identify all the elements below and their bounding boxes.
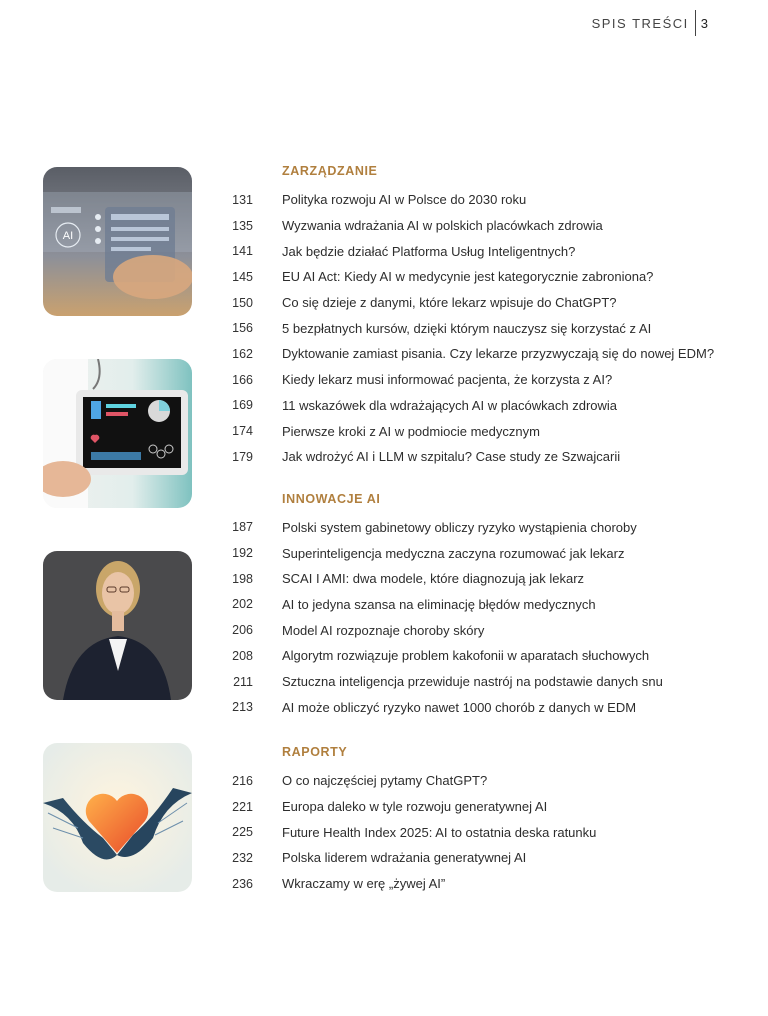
entry-title: Co się dzieje z danymi, które lekarz wpisuje do ChatGPT? bbox=[282, 295, 617, 311]
entry-title: Jak będzie działać Platforma Usług Inteligentnych? bbox=[282, 243, 576, 259]
entry-title: Polska liderem wdrażania generatywnej AI bbox=[282, 850, 527, 866]
toc-entry[interactable] bbox=[230, 768, 750, 794]
entry-page-number: 169 bbox=[232, 398, 253, 413]
entry-title: AI może obliczyć ryzyko nawet 1000 chorób z danych w EDM bbox=[282, 699, 637, 715]
ai-smartphone-photo bbox=[43, 167, 192, 316]
entry-page-number: 141 bbox=[232, 244, 253, 259]
toc-entry[interactable] bbox=[230, 393, 750, 419]
entry-page-number: 225 bbox=[232, 825, 253, 840]
entry-page-number: 131 bbox=[232, 192, 253, 207]
entry-page-number: 232 bbox=[232, 850, 253, 865]
entry-page-number: 156 bbox=[232, 321, 253, 336]
entry-title: AI to jedyna szansa na eliminację błędów medycznych bbox=[282, 596, 596, 612]
toc-entry[interactable] bbox=[230, 290, 750, 316]
entry-title: SCAI I AMI: dwa modele, które diagnozują jak lekarz bbox=[282, 571, 585, 587]
entry-title: Sztuczna inteligencja przewiduje nastrój na podstawie danych snu bbox=[282, 674, 663, 690]
entry-page-number: 192 bbox=[232, 546, 253, 561]
toc-entry[interactable] bbox=[230, 444, 750, 470]
entry-page-number: 236 bbox=[232, 876, 253, 891]
portrait-illustration bbox=[43, 551, 192, 700]
entry-title: Polityka rozwoju AI w Polsce do 2030 roku bbox=[282, 192, 527, 208]
toc-entry[interactable] bbox=[230, 515, 750, 541]
entry-page-number: 213 bbox=[232, 700, 253, 715]
entry-page-number: 211 bbox=[233, 674, 253, 689]
page-number: 3 bbox=[700, 15, 708, 31]
toc-entry[interactable] bbox=[230, 694, 750, 720]
entry-page-number: 145 bbox=[232, 269, 253, 284]
entry-title: Kiedy lekarz musi informować pacjenta, że korzysta z AI? bbox=[282, 372, 613, 388]
running-header bbox=[592, 10, 708, 36]
toc-entry[interactable] bbox=[230, 238, 750, 264]
toc-entry[interactable] bbox=[230, 871, 750, 897]
entry-page-number: 162 bbox=[232, 346, 253, 361]
section-heading: INNOWACJE AI bbox=[282, 491, 381, 506]
toc-entry[interactable] bbox=[230, 187, 750, 213]
entry-page-number: 198 bbox=[232, 571, 253, 586]
toc-section bbox=[230, 160, 750, 470]
toc-entry[interactable] bbox=[230, 566, 750, 592]
entry-title: Jak wdrożyć AI i LLM w szpitalu? Case study ze Szwajcarii bbox=[282, 449, 621, 465]
entry-page-number: 174 bbox=[232, 424, 253, 439]
entry-title: Europa daleko w tyle rozwoju generatywnej AI bbox=[282, 799, 548, 815]
toc-entry[interactable] bbox=[230, 418, 750, 444]
entry-page-number: 135 bbox=[232, 218, 253, 233]
entry-title: Dyktowanie zamiast pisania. Czy lekarze przyzwyczają się do nowej EDM? bbox=[282, 346, 715, 362]
toc-entry[interactable] bbox=[230, 341, 750, 367]
toc-section bbox=[230, 488, 750, 721]
entry-page-number: 208 bbox=[232, 648, 253, 663]
toc-entry[interactable] bbox=[230, 367, 750, 393]
toc-section bbox=[230, 741, 750, 896]
toc-entry[interactable] bbox=[230, 643, 750, 669]
table-of-contents bbox=[230, 160, 750, 897]
entry-page-number: 150 bbox=[232, 295, 253, 310]
entry-title: Superinteligencja medyczna zaczyna rozumować jak lekarz bbox=[282, 545, 625, 561]
woman-portrait-photo bbox=[43, 551, 192, 700]
entry-page-number: 216 bbox=[232, 773, 253, 788]
entry-page-number: 179 bbox=[232, 449, 253, 464]
entry-title: Model AI rozpoznaje choroby skóry bbox=[282, 622, 485, 638]
toc-entry[interactable] bbox=[230, 213, 750, 239]
toc-entry[interactable] bbox=[230, 617, 750, 643]
toc-entry[interactable] bbox=[230, 845, 750, 871]
medical-tablet-photo bbox=[43, 359, 192, 508]
toc-entry[interactable] bbox=[230, 819, 750, 845]
entry-title: Pierwsze kroki z AI w podmiocie medycznym bbox=[282, 423, 540, 439]
entry-title: 5 bezpłatnych kursów, dzięki którym nauczysz się korzystać z AI bbox=[282, 320, 652, 336]
robot-hands-heart-illustration bbox=[43, 743, 192, 892]
ai-badge-text: AI bbox=[62, 230, 74, 242]
entry-title: Algorytm rozwiązuje problem kakofonii w aparatach słuchowych bbox=[282, 648, 650, 664]
toc-entry[interactable] bbox=[230, 264, 750, 290]
entry-title: Wkraczamy w erę „żywej AI” bbox=[282, 876, 446, 892]
entry-page-number: 202 bbox=[232, 597, 253, 612]
toc-entry[interactable] bbox=[230, 315, 750, 341]
entry-title: Polski system gabinetowy obliczy ryzyko wystąpienia choroby bbox=[282, 519, 637, 535]
entry-page-number: 166 bbox=[232, 372, 253, 387]
entry-title: 11 wskazówek dla wdrażających AI w placówkach zdrowia bbox=[282, 397, 618, 413]
entry-page-number: 187 bbox=[232, 520, 253, 535]
robot-hands-heart-photo bbox=[43, 743, 192, 892]
section-heading: RAPORTY bbox=[282, 745, 348, 760]
entry-title: Wyzwania wdrażania AI w polskich placówkach zdrowia bbox=[282, 218, 603, 234]
header-title: SPIS TREŚCI bbox=[591, 15, 689, 31]
ai-smartphone-illustration bbox=[43, 167, 192, 316]
entry-title: O co najczęściej pytamy ChatGPT? bbox=[282, 773, 488, 789]
toc-entry[interactable] bbox=[230, 794, 750, 820]
toc-entry[interactable] bbox=[230, 669, 750, 695]
toc-entry[interactable] bbox=[230, 592, 750, 618]
section-heading: ZARZĄDZANIE bbox=[282, 164, 378, 178]
entry-title: EU AI Act: Kiedy AI w medycynie jest kategorycznie zabroniona? bbox=[282, 269, 654, 285]
entry-page-number: 221 bbox=[232, 799, 253, 814]
entry-title: Future Health Index 2025: AI to ostatnia deska ratunku bbox=[282, 824, 597, 840]
entry-page-number: 206 bbox=[232, 623, 253, 638]
medical-tablet-illustration bbox=[43, 359, 192, 508]
toc-entry[interactable] bbox=[230, 540, 750, 566]
